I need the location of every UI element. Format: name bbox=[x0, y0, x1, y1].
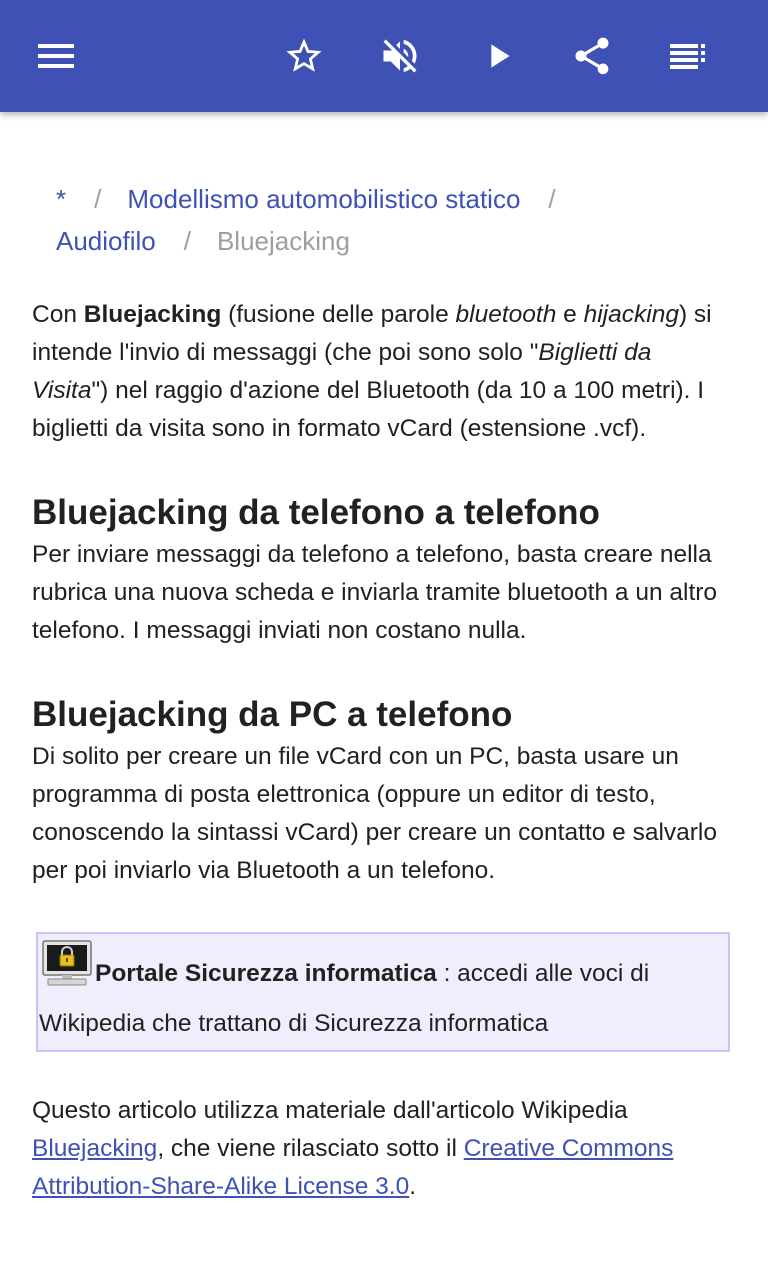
share-icon bbox=[570, 34, 614, 78]
intro-text: ) si intende l'invio di messaggi (che poi sono solo " bbox=[32, 301, 712, 366]
share-button[interactable] bbox=[564, 28, 620, 84]
play-icon bbox=[478, 36, 518, 76]
mute-button[interactable] bbox=[372, 28, 428, 84]
portal-box bbox=[36, 932, 730, 1052]
breadcrumb-item-root[interactable]: * bbox=[56, 184, 67, 214]
intro-text: Con bbox=[32, 301, 84, 328]
section-text: Di solito per creare un file vCard con un PC, basta usare un programma di posta elettronica (oppure un editor di testo, conoscendo la sintassi vCard) per creare un contatto e salvarlo per poi inviarlo via Bluetooth a un telefono. bbox=[32, 743, 717, 884]
breadcrumb-current: Bluejacking bbox=[216, 226, 350, 256]
intro-text: ") nel raggio d'azione del Bluetooth (da 10 a 100 metri). I biglietti da visita sono in formato vCard (estensione .vcf). bbox=[32, 377, 705, 442]
intro-paragraph bbox=[32, 296, 732, 448]
intro-text: (fusione delle parole bbox=[221, 301, 456, 328]
intro-term: Bluejacking bbox=[83, 301, 222, 328]
portal-line-2: Wikipedia che trattano di Sicurezza informatica bbox=[39, 1010, 549, 1037]
breadcrumb-separator: / bbox=[548, 184, 556, 214]
star-icon bbox=[283, 35, 325, 77]
playlist-icon bbox=[668, 36, 708, 76]
source-article-link[interactable]: Bluejacking bbox=[32, 1135, 158, 1162]
breadcrumb-separator: / bbox=[183, 226, 191, 256]
menu-icon bbox=[36, 36, 76, 76]
breadcrumb-item-audiofilo[interactable]: Audiofilo bbox=[56, 226, 156, 256]
intro-italic: bluetooth bbox=[455, 301, 557, 328]
license-paragraph bbox=[32, 1092, 732, 1206]
volume-off-icon bbox=[378, 34, 422, 78]
section-heading: Bluejacking da telefono a telefono bbox=[32, 493, 600, 532]
license-text: , che viene rilasciato sotto il bbox=[157, 1135, 464, 1162]
section-text: Per inviare messaggi da telefono a telefono, basta creare nella rubrica una nuova scheda e inviarla tramite bluetooth a un altro telefono. I messaggi inviati non costano nulla. bbox=[32, 541, 718, 644]
license-text: Questo articolo utilizza materiale dall'articolo Wikipedia bbox=[32, 1097, 628, 1124]
article-content bbox=[32, 112, 732, 1206]
play-button[interactable] bbox=[470, 28, 526, 84]
license-text: . bbox=[409, 1173, 417, 1200]
intro-italic: hijacking bbox=[583, 301, 679, 328]
breadcrumb-separator: / bbox=[94, 184, 102, 214]
intro-italic: Biglietti da Visita bbox=[32, 339, 652, 404]
secure-computer-icon bbox=[42, 940, 92, 986]
portal-line-1 bbox=[95, 954, 649, 994]
breadcrumb-item-modellismo[interactable]: Modellismo automobilistico statico bbox=[127, 184, 521, 214]
section-heading: Bluejacking da PC a telefono bbox=[32, 695, 513, 734]
menu-button[interactable] bbox=[28, 28, 84, 84]
table-of-contents-button[interactable] bbox=[660, 28, 716, 84]
intro-text: e bbox=[556, 301, 584, 328]
favorite-button[interactable] bbox=[276, 28, 332, 84]
portal-text: : accedi alle voci di bbox=[436, 960, 650, 987]
app-bar bbox=[0, 0, 768, 112]
license-link[interactable]: Creative Commons Attribution-Share-Alike License 3.0 bbox=[32, 1135, 674, 1200]
breadcrumb bbox=[32, 178, 732, 262]
portal-title-link[interactable]: Portale Sicurezza informatica bbox=[95, 960, 437, 987]
